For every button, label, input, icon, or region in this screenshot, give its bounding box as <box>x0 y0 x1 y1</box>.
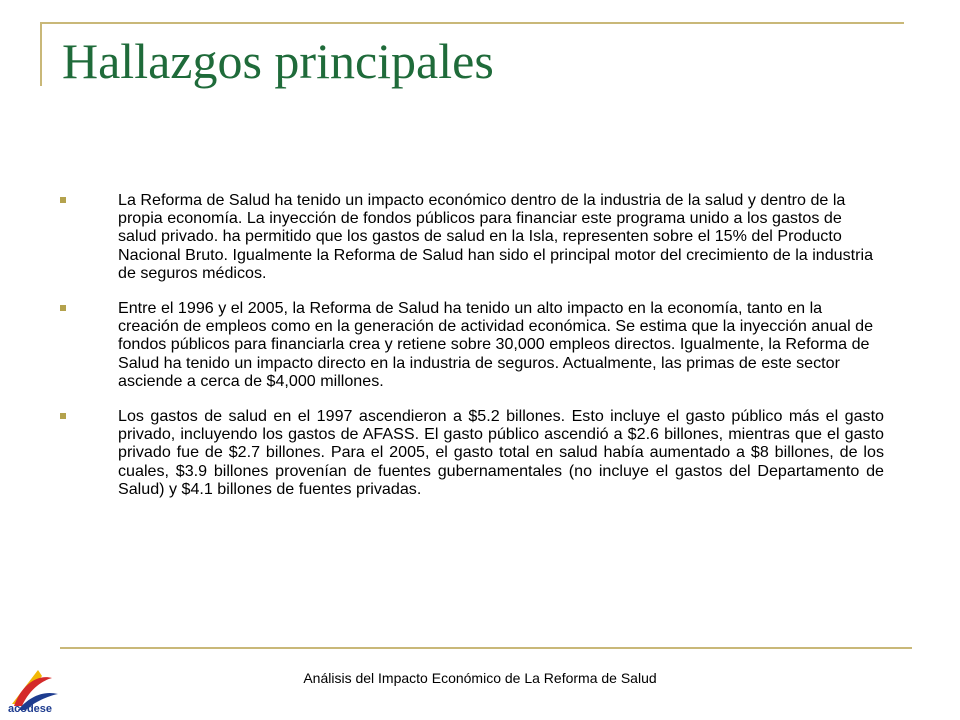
square-bullet-icon <box>60 305 66 311</box>
square-bullet-icon <box>60 197 66 203</box>
bullet-item <box>0 299 884 390</box>
slide-title: Hallazgos principales <box>62 33 494 89</box>
title-rule-left <box>40 22 42 86</box>
logo-text: acodese <box>8 703 53 715</box>
slide-footer: Análisis del Impacto Económico de La Reforma de Salud <box>303 670 657 686</box>
title-rule-top <box>40 22 904 24</box>
bullet-item <box>0 191 884 282</box>
square-bullet-icon <box>60 413 66 419</box>
bullet-text: La Reforma de Salud ha tenido un impacto económico dentro de la industria de la salud y dentro de la propia economía. La inyección de fondos públicos para financiar este programa unido a los gastos de salud privado. ha permitido que los gastos de salud en la Isla, representen sobre el 15% del Producto Nacional Bruto. Igualmente la Reforma de Salud han sido el principal motor del crecimiento de la industria de seguros médicos. <box>118 191 874 282</box>
bullet-text: Entre el 1996 y el 2005, la Reforma de Salud ha tenido un alto impacto en la economía, tanto en la creación de empleos como en la generación de actividad económica. Se estima que la inyección anual de fondos públicos para financiarla crea y retiene sobre 30,000 empleos directos. Igualmente, la Reforma de Salud ha tenido un impacto directo en la industria de seguros. Actualmente, las primas de este sector asciende a cerca de $4,000 millones. <box>118 299 874 390</box>
bullet-text: Los gastos de salud en el 1997 ascendieron a $5.2 billones. Esto incluye el gasto público más el gasto privado, incluyendo los gastos de AFASS. El gasto público ascendió a $2.6 billones, mientras que el gasto privado fue de $2.7 billones. Para el 2005, el gasto total en salud había aumentado a $8 billones, de los cuales, $3.9 billones provenían de fuentes gubernamentales (no incluye el gastos del Departamento de Salud) y $4.1 billones de fuentes privadas. <box>118 407 884 498</box>
bullet-item <box>0 407 884 498</box>
footer-rule <box>60 647 912 649</box>
bullet-list <box>0 191 960 498</box>
